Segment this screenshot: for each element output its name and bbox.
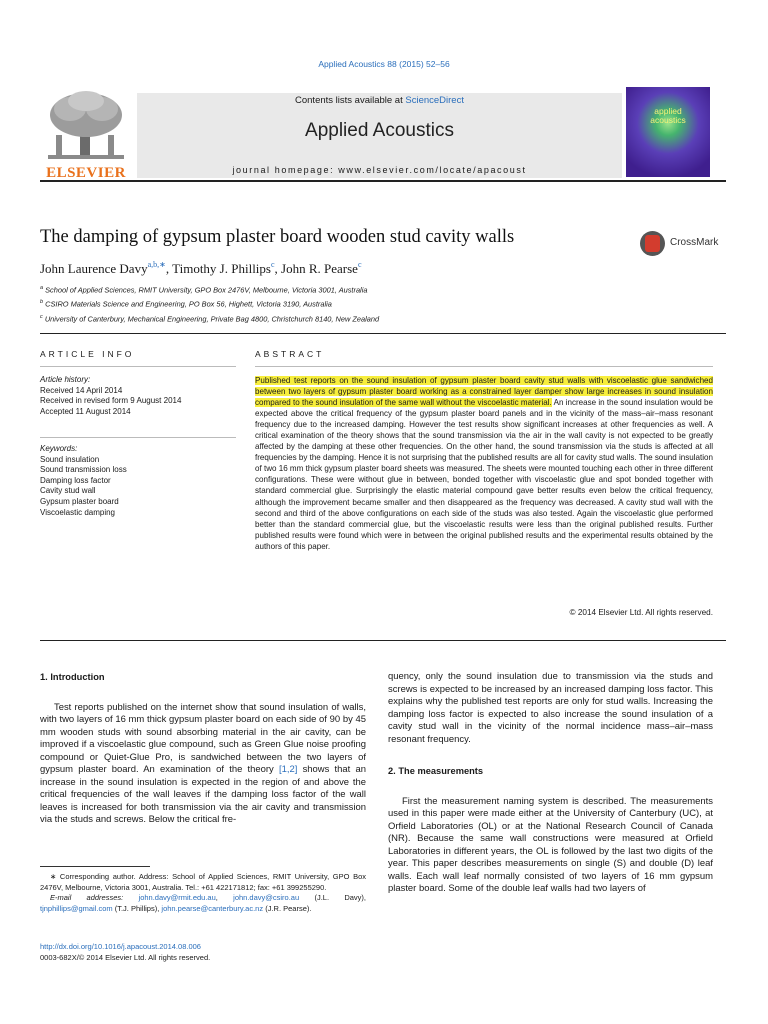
abstract-copyright: © 2014 Elsevier Ltd. All rights reserved. — [569, 608, 713, 617]
issn-copyright: 0003-682X/© 2014 Elsevier Ltd. All rights reserved. — [40, 953, 211, 962]
footnotes — [40, 872, 366, 914]
abstract-highlighted-text[interactable]: Published test reports on the sound insulation of gypsum plaster board cavity stud walls with viscoelastic glue sandwiched between two layers of gypsum plaster board working as a constrained layer damper show large increases in sound insulation compared to the sound insulation of the same wall without the viscoelastic material. — [255, 376, 713, 408]
email-owner: (J.L. Davy), — [299, 893, 366, 903]
affiliation-marker: a — [40, 285, 44, 291]
crossmark-label: CrossMark — [670, 237, 719, 248]
crossmark-icon — [640, 231, 665, 256]
history-item: Accepted 11 August 2014 — [40, 406, 131, 416]
email-label: E-mail addresses: — [50, 893, 139, 903]
body-paragraph — [40, 702, 366, 827]
affiliation-text: School of Applied Sciences, RMIT University, GPO Box 2476V, Melbourne, Victoria 3001, Australia — [45, 285, 368, 295]
body-column-right — [388, 671, 713, 896]
section-heading: 2. The measurements — [388, 766, 484, 776]
abstract-text — [255, 375, 713, 552]
author-affiliation-link[interactable]: a,b,∗ — [147, 260, 166, 269]
keyword-item: Sound insulation — [40, 454, 100, 464]
email-owner: (T.J. Phillips), — [112, 903, 162, 913]
history-item: Received in revised form 9 August 2014 — [40, 396, 182, 406]
cover-title-line-2: acoustics — [650, 115, 686, 125]
affiliation-marker: c — [40, 313, 43, 320]
contents-line — [137, 95, 622, 106]
divider — [40, 366, 236, 367]
email-link[interactable]: john.pearse@canterbury.ac.nz — [161, 903, 264, 913]
history-label: Article history: — [40, 375, 91, 384]
divider — [40, 437, 236, 438]
affiliation-marker: b — [40, 299, 44, 306]
paragraph-text: shows that an increase in the sound insulation is expected in the region of and above the critical frequencies of the wall leaves if the damping loss factor of the wall leaves is increased for both transmission via the air cavity and transmission via the studs and screws. Below the critical fre- — [40, 764, 366, 825]
body-column-left — [40, 671, 366, 827]
affiliation-item — [40, 311, 379, 325]
author-affiliation-link[interactable]: c — [270, 260, 275, 269]
crossmark-button[interactable] — [640, 231, 730, 255]
publisher-name: ELSEVIER — [46, 165, 126, 181]
article-title: The damping of gypsum plaster board wooden stud cavity walls — [40, 227, 515, 247]
author-list — [40, 260, 362, 277]
paragraph-text: Test reports published on the internet show that sound insulation of walls, with two layers of 16 mm thick gypsum plaster board on each side of 90 by 45 mm wooden studs with sound absorbing material in the air cavity, can be improved if a viscoelastic glue compound, such as Green Glue noise proofing compound or Quiet-Glue Pro, is sandwiched between the two layers of gypsum plaster board. An examination of the theory — [40, 701, 366, 775]
author-name: John R. Pearse — [281, 261, 358, 276]
corresponding-author-note: ∗ Corresponding author. Address: School of Applied Sciences, RMIT University, GPO Box 2476V, Melbourne, Victoria 3001, Australia. Tel.: +61 422171812; fax: +61 399255290. — [40, 872, 366, 892]
journal-cover-image[interactable] — [626, 87, 710, 177]
journal-homepage[interactable]: journal homepage: www.elsevier.com/locate/apacoust — [232, 165, 527, 175]
keyword-item: Cavity stud wall — [40, 486, 96, 496]
reference-link[interactable]: [1,2] — [278, 764, 298, 775]
cover-title-line-1: applied — [654, 106, 682, 116]
elsevier-tree-icon — [44, 89, 128, 161]
keyword-item: Gypsum plaster board — [40, 496, 119, 506]
affiliation-item — [40, 296, 379, 310]
body-paragraph: quency, only the sound insulation due to transmission via the studs and screws is expected to be increased by an increased damping loss factor. This explains why the published test reports are only for stud walls. Increasing the damping loss factor is expected to also increase the sound insulation of a cavity stud wall in the vicinity of the normal incidence mass–air–mass resonant frequency. — [388, 671, 713, 745]
body-paragraph: First the measurement naming system is described. The measurements used in this paper were made either at the University of Canterbury (UC), at Orfield Laboratories (OL) or at the National Research Council of Canada (NR). Because the same wall constructions were measured at Orfield Laboratories in different years, the OL is followed by the last two digits of the year. This paper describes measurements on single (S) and double (D) leaf walls. Each wall leaf normally consisted of two layers of 16 mm gypsum plaster board. Some of the double leaf walls had two layers of — [388, 795, 713, 894]
history-item: Received 14 April 2014 — [40, 385, 123, 395]
article-history — [40, 375, 236, 417]
affiliation-text: University of Canterbury, Mechanical Engineering, Private Bag 4800, Christchurch 8140, New Zealand — [44, 314, 380, 324]
keywords-label: Keywords: — [40, 444, 78, 453]
journal-banner — [137, 93, 622, 178]
affiliation-list — [40, 282, 379, 325]
email-separator: , — [215, 893, 234, 903]
author-name: Timothy J. Phillips — [172, 261, 271, 276]
journal-header — [40, 83, 726, 182]
keyword-item: Viscoelastic damping — [40, 507, 116, 517]
divider — [40, 640, 726, 641]
elsevier-logo[interactable] — [40, 89, 132, 181]
section-heading: 1. Introduction — [40, 672, 105, 682]
divider — [255, 366, 713, 367]
author-separator: , — [165, 261, 173, 276]
affiliation-text: CSIRO Materials Science and Engineering, PO Box 56, Highett, Victoria 3190, Australia — [45, 299, 332, 309]
footnote-divider — [40, 866, 150, 867]
contents-prefix: Contents lists available at — [295, 95, 406, 106]
author-name: John Laurence Davy — [40, 261, 148, 276]
affiliation-item — [40, 282, 379, 296]
email-link[interactable]: tjnphillips@gmail.com — [40, 903, 113, 913]
abstract-heading: ABSTRACT — [255, 349, 325, 359]
author-separator: , — [274, 261, 282, 276]
crossmark-bookmark-icon — [645, 235, 660, 252]
journal-name: Applied Acoustics — [305, 120, 454, 141]
sciencedirect-link[interactable]: ScienceDirect — [405, 95, 464, 106]
abstract-body-text: An increase in the sound insulation would be expected above the critical frequency of the gypsum plaster board panels and in the vicinity of the mass–air–mass resonant frequency due to the increased damping. However the test results show significant increases at other frequencies as well. A critical examination of the theory shows that the sound transmission via the air in the wall cavity is not expected to be greatly affected by the damping at these other frequencies. On the other hand, the sound transmission via the studs is affected at all frequencies by the damping. Hence it is not surprising that the published results are all for cavity stud walls. The sound insulation of two 16 mm thick gypsum plaster board sheets was measured. The sheets were mounted touching each other in three different configurations. These were without glue in between, bonded together with viscoelastic glue and spot bonded together with standard commercial glue. Surprisingly the elastic material compound gave better results even below the critical frequency, although the improvement became smaller and then disappeared as the frequency was decreased. A cavity stud wall with the second and third of the above configurations on each side of the studs was also tested. Again the viscoelastic glue performed better than the standard commercial glue, but the viscoelastic results were less than the original published results. Further published results were found which were in between the original published results and the experimental results obtained by the authors of this paper. — [255, 398, 713, 551]
keyword-item: Sound transmission loss — [40, 465, 127, 475]
email-link[interactable]: john.davy@rmit.edu.au — [138, 893, 216, 903]
journal-citation[interactable]: Applied Acoustics 88 (2015) 52–56 — [318, 59, 450, 69]
doi-link[interactable]: http://dx.doi.org/10.1016/j.apacoust.2014.08.006 — [40, 942, 201, 951]
doi-block — [40, 941, 210, 963]
cover-title — [626, 107, 710, 125]
email-addresses — [40, 893, 366, 914]
keyword-item: Damping loss factor — [40, 475, 111, 485]
email-link[interactable]: john.davy@csiro.au — [233, 893, 300, 903]
divider — [40, 333, 726, 334]
author-affiliation-link[interactable]: c — [357, 260, 362, 269]
keyword-list — [40, 444, 236, 518]
email-owner: (J.R. Pearse). — [263, 903, 312, 913]
article-info-heading: ARTICLE INFO — [40, 349, 135, 359]
